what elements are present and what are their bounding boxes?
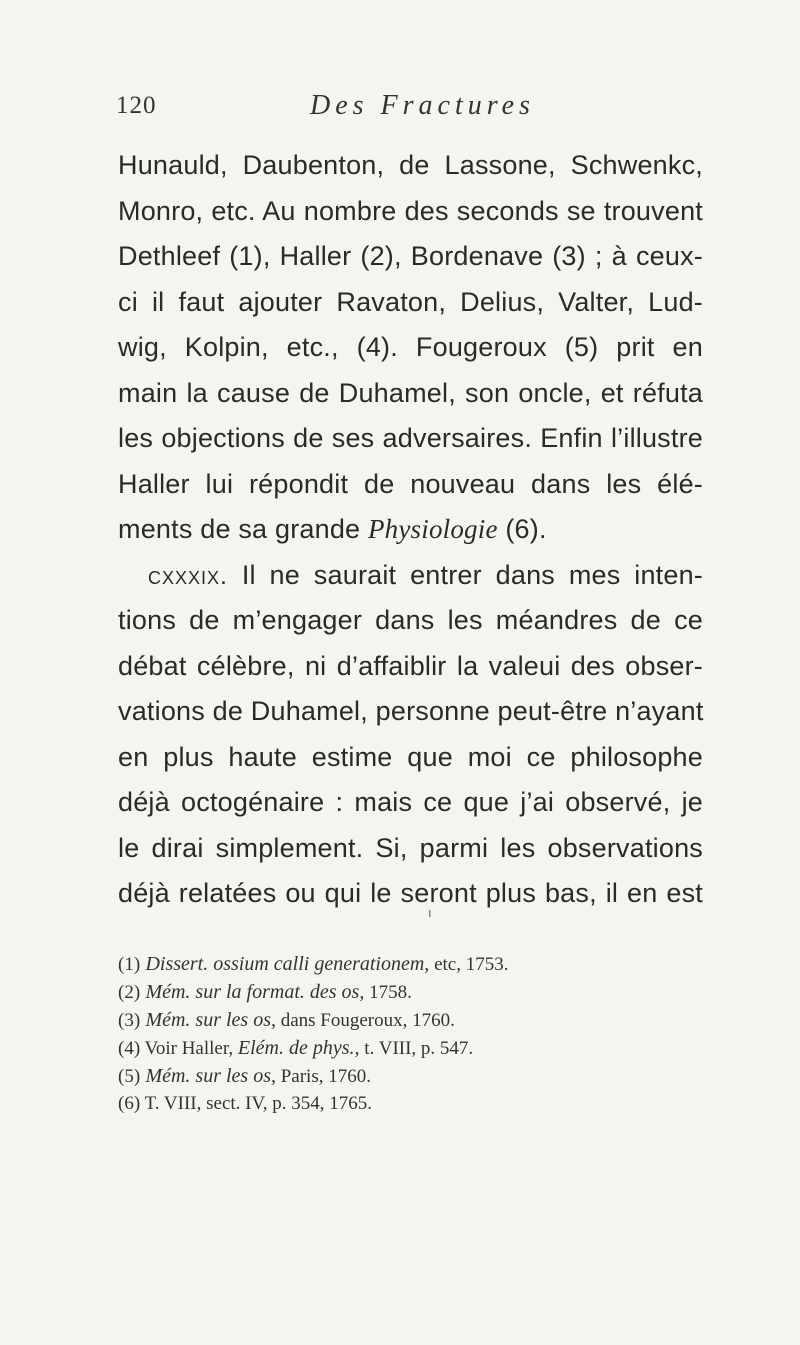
text-line: débat célèbre, ni d’affaiblir la valeui des obser- [118, 650, 703, 681]
text-line: tions de m’engager dans les méandres de ce [118, 605, 703, 635]
page-number: 120 [116, 92, 157, 119]
text-line: en plus haute estime que moi ce philosophe [118, 741, 703, 772]
text-line: Monro, etc. Au nombre des seconds se trouvent [118, 195, 703, 226]
text-fragment: (6). [497, 514, 547, 544]
footnote-prefix: Voir Haller, [140, 1038, 238, 1059]
footnote-detail: dans Fougeroux, 1760. [275, 1010, 455, 1031]
text-line: déjà relatées ou qui le seront plus bas, il en est [118, 878, 703, 908]
text-line: le dirai simplement. Si, parmi les observations [118, 832, 703, 863]
footnote-mark: (4) [118, 1038, 141, 1059]
text-line: Hunauld, Daubenton, de Lassone, Schwenkc, [118, 150, 703, 180]
text-line [118, 553, 703, 599]
text-fragment: Il ne saurait entrer dans mes inten- [227, 559, 703, 590]
footnote [118, 978, 718, 1006]
footnote-detail: Paris, 1760. [275, 1066, 371, 1087]
footnote [118, 1006, 718, 1034]
section-number: cxxxix. [148, 561, 228, 590]
footnote-detail: etc, 1753. [429, 954, 509, 975]
footnote-citation: Dissert. ossium calli generationem, [145, 953, 430, 975]
text-line: Dethleef (1), Haller (2), Bordenave (3) ; à ceux- [118, 241, 703, 271]
text-line: vations de Duhamel, personne peut-être n’ayant [118, 696, 704, 726]
text-line: Haller lui répondit de nouveau dans les élé- [118, 468, 703, 499]
footnotes [118, 950, 718, 1118]
text-line: déjà octogénaire : mais ce que j’ai observé, je [118, 787, 703, 817]
footnote-mark: (2) [118, 982, 141, 1003]
footnote-citation: Mém. sur les os, [145, 1065, 276, 1087]
footnote-mark: (5) [118, 1066, 141, 1087]
footnote-detail: t. VIII, p. 547. [359, 1038, 474, 1059]
footnote-mark: (6) [118, 1093, 141, 1114]
footnote [118, 1090, 718, 1118]
footnote-mark: (3) [118, 1010, 141, 1031]
footnote-separator: ı [428, 905, 432, 920]
footnote-citation: Mém. sur la format. des os, [145, 981, 365, 1003]
footnote [118, 1062, 718, 1090]
text-line [118, 507, 703, 553]
page-header [116, 92, 716, 132]
footnote [118, 1034, 718, 1062]
text-line: main la cause de Duhamel, son oncle, et réfuta [118, 377, 703, 408]
text-line: wig, Kolpin, etc., (4). Fougeroux (5) prit en [118, 332, 703, 362]
italic-title: Physiologie [367, 514, 498, 544]
text-line: les objections de ses adversaires. Enfin l’illustre [118, 423, 703, 453]
text-fragment: ments de sa grande [118, 514, 368, 544]
footnote-detail: 1758. [364, 982, 412, 1003]
footnote-detail: T. VIII, sect. IV, p. 354, 1765. [140, 1093, 373, 1114]
running-title: Des Fractures [310, 90, 535, 121]
footnote [118, 950, 718, 978]
footnote-citation: Mém. sur les os, [145, 1009, 276, 1031]
body-text [118, 143, 703, 917]
footnote-citation: Elém. de phys., [237, 1037, 360, 1059]
footnote-mark: (1) [118, 954, 141, 975]
text-line: ci il faut ajouter Ravaton, Delius, Valter, Lud- [118, 286, 703, 317]
